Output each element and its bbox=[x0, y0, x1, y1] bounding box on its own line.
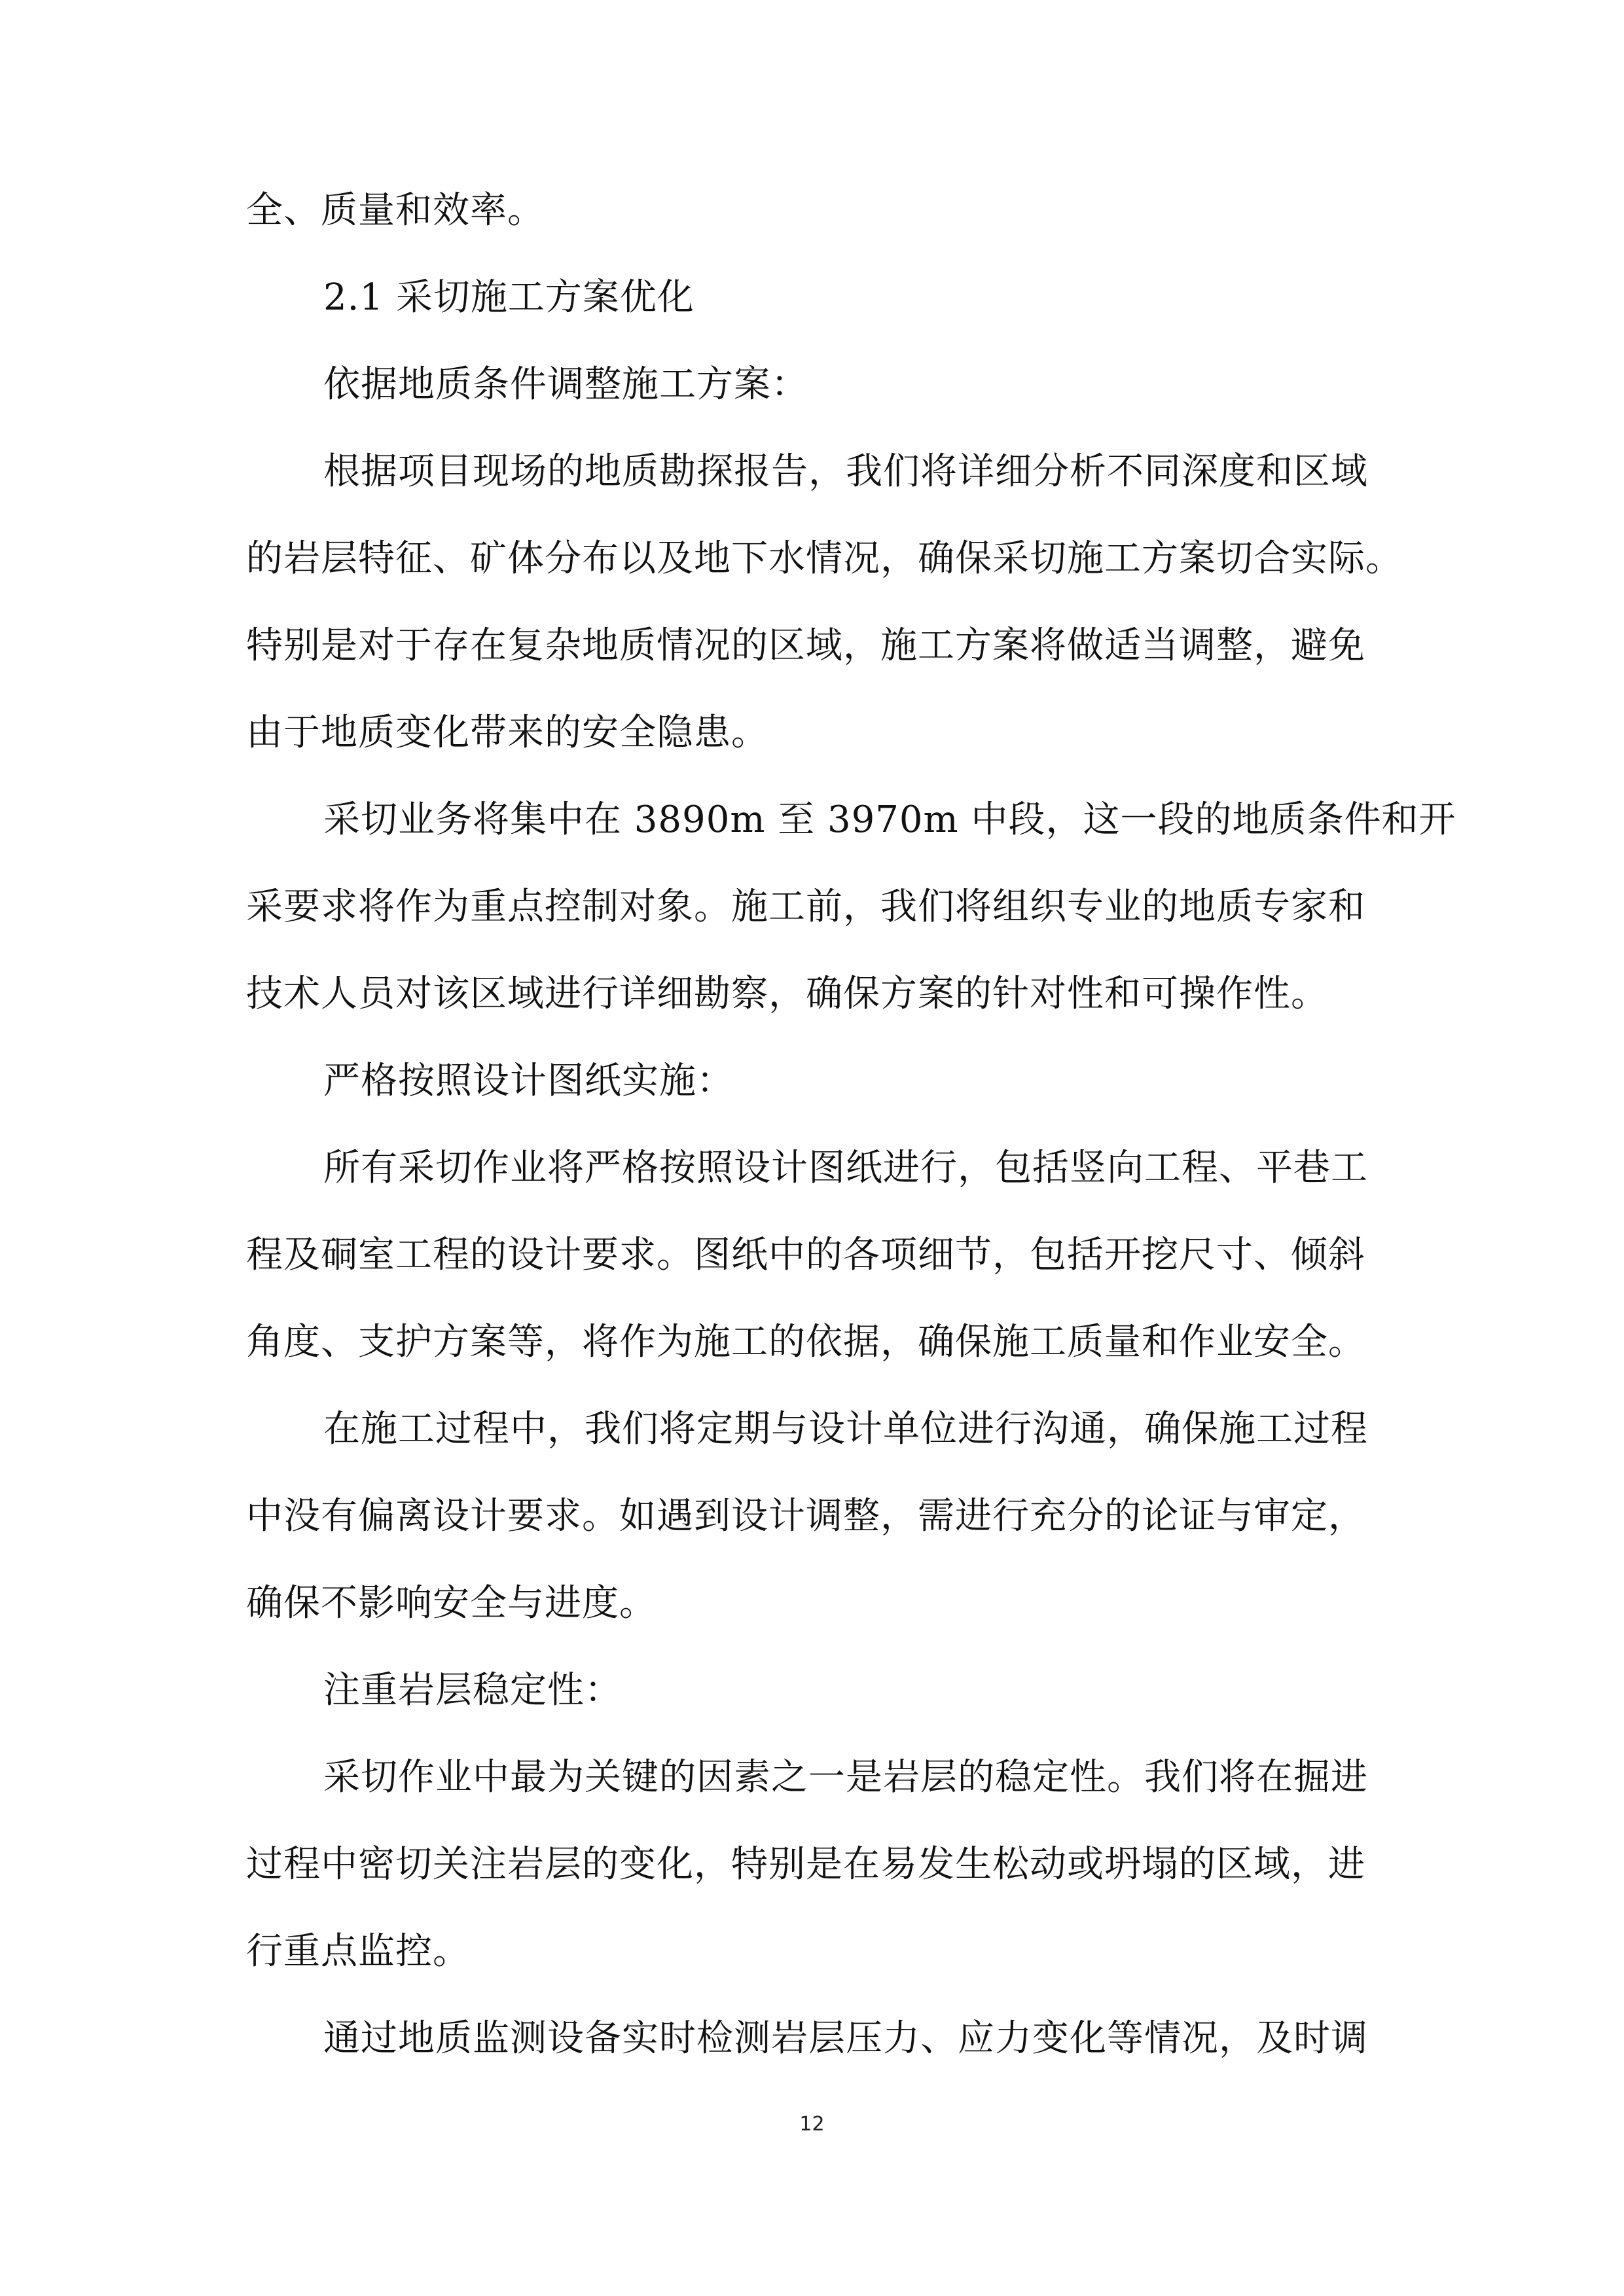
text-line: 中没有偏离设计要求。如遇到设计调整，需进行充分的论证与审定， bbox=[246, 1495, 1365, 1537]
text-line: 所有采切作业将严格按照设计图纸进行，包括竖向工程、平巷工 bbox=[323, 1147, 1368, 1189]
text-line: 在施工过程中，我们将定期与设计单位进行沟通，确保施工过程 bbox=[323, 1408, 1368, 1450]
text-line: 严格按照设计图纸实施： bbox=[323, 1060, 734, 1102]
text-line: 通过地质监测设备实时检测岩层压力、应力变化等情况，及时调 bbox=[323, 2017, 1368, 2060]
text-line: 特别是对于存在复杂地质情况的区域，施工方案将做适当调整，避免 bbox=[246, 624, 1365, 667]
text-line: 采要求将作为重点控制对象。施工前，我们将组织专业的地质专家和 bbox=[246, 886, 1365, 928]
text-line: 依据地质条件调整施工方案： bbox=[323, 363, 808, 406]
text-line: 过程中密切关注岩层的变化，特别是在易发生松动或坍塌的区域，进 bbox=[246, 1843, 1365, 1886]
document-body bbox=[246, 167, 1456, 2082]
text-line: 程及硐室工程的设计要求。图纸中的各项细节，包括开挖尺寸、倾斜 bbox=[246, 1234, 1365, 1276]
text-line: 技术人员对该区域进行详细勘察，确保方案的针对性和可操作性。 bbox=[246, 973, 1328, 1015]
text-line: 注重岩层稳定性： bbox=[323, 1669, 622, 1712]
text-line: 采切作业中最为关键的因素之一是岩层的稳定性。我们将在掘进 bbox=[323, 1756, 1368, 1799]
page-number: 12 bbox=[799, 2113, 825, 2136]
text-line: 的岩层特征、矿体分布以及地下水情况，确保采切施工方案切合实际。 bbox=[246, 537, 1403, 580]
text-line: 由于地质变化带来的安全隐患。 bbox=[246, 711, 768, 754]
text-line: 2.1 采切施工方案优化 bbox=[323, 276, 695, 319]
text-line: 行重点监控。 bbox=[246, 1930, 470, 1973]
text-line: 采切业务将集中在 3890m 至 3970m 中段，这一段的地质条件和开 bbox=[323, 798, 1456, 841]
text-line: 根据项目现场的地质勘探报告，我们将详细分析不同深度和区域 bbox=[323, 450, 1368, 493]
text-line: 全、质量和效率。 bbox=[246, 189, 545, 232]
text-line: 角度、支护方案等，将作为施工的依据，确保施工质量和作业安全。 bbox=[246, 1321, 1365, 1363]
text-line: 确保不影响安全与进度。 bbox=[246, 1582, 657, 1624]
